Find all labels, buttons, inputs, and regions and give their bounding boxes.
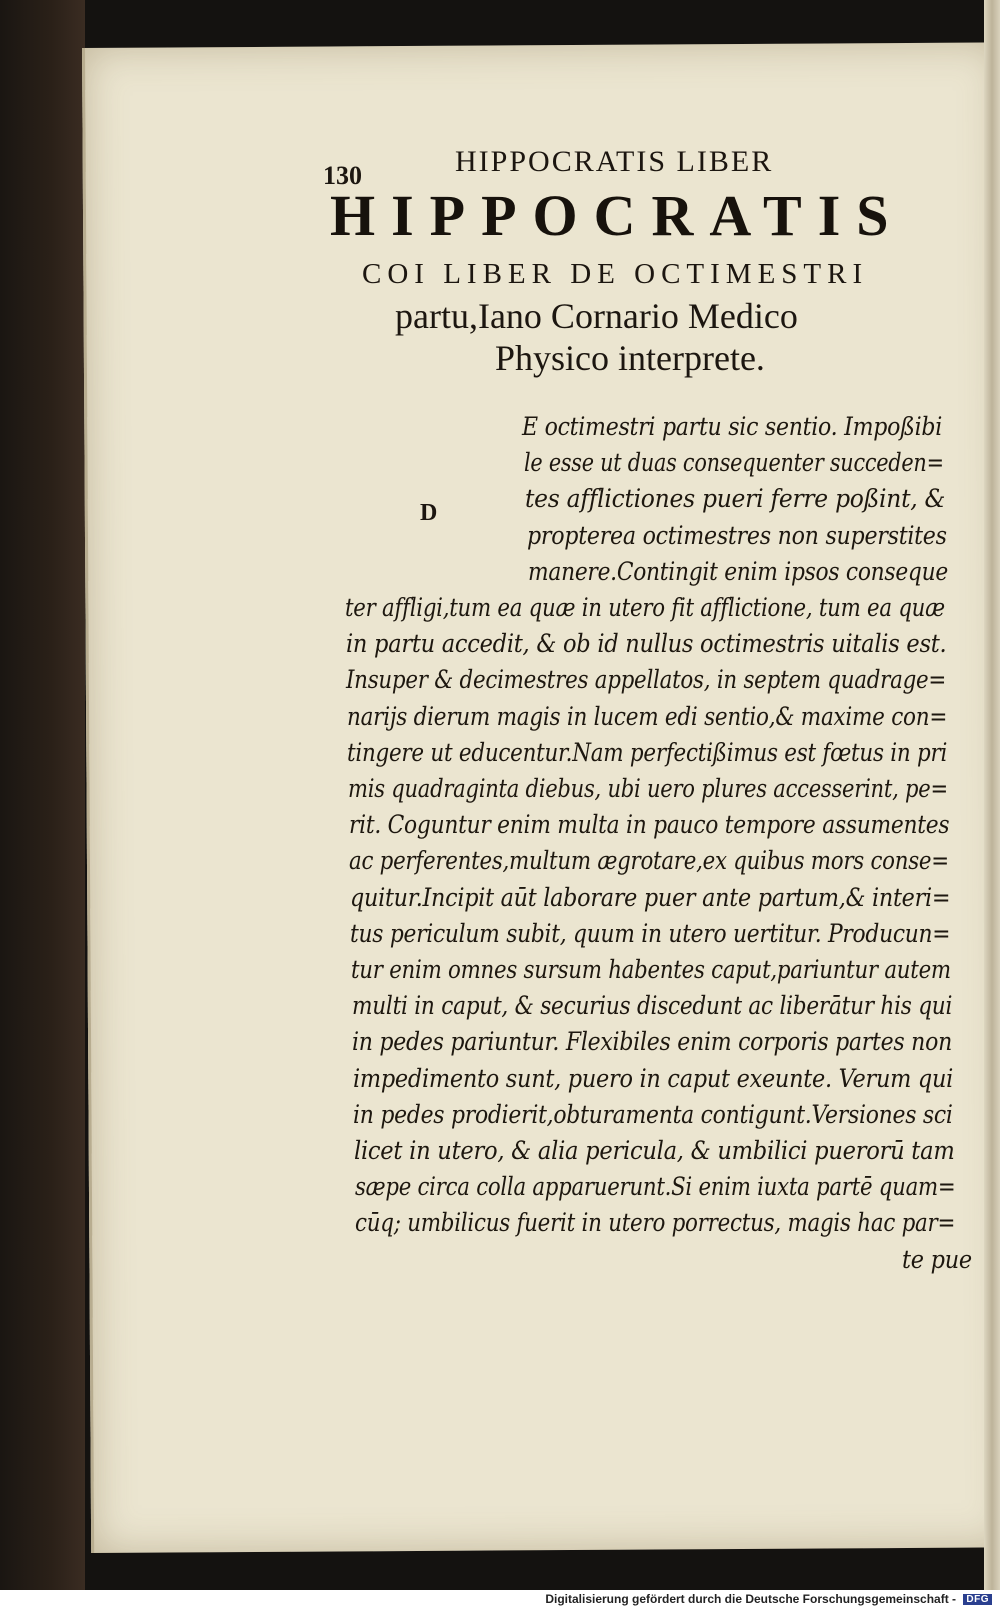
dfg-logo: DFG [963, 1594, 992, 1605]
body-line: sæpe circa colla apparuerunt.Si enim iuxta partē quam= [354, 1172, 956, 1202]
body-line: in partu accedit, & ob id nullus octimestris uitalis est. [345, 629, 947, 659]
title-line-4: Physico interprete. [495, 338, 765, 378]
body-line: propterea octimestres non superstites [526, 520, 947, 550]
body-line: ter affligi,tum ea quæ in utero fit afflictione, tum ea quæ [345, 593, 945, 622]
body-line: manere.Contingit enim ipsos conseque [528, 556, 948, 586]
body-line: in pedes pariuntur. Flexibiles enim corporis partes non [352, 1027, 953, 1057]
body-line: impedimento sunt, puero in caput exeunte. Verum qui [352, 1063, 953, 1093]
body-line: multi in caput, & securius discedunt ac liberātur his qui [351, 991, 952, 1021]
body-line: Insuper & decimestres appellatos, in septem quadrage= [346, 665, 947, 695]
drop-initial: D [420, 500, 438, 526]
book-cover-edge [0, 0, 85, 1590]
footer-credit [545, 1592, 992, 1606]
page-number: 130 [323, 161, 362, 190]
running-title: HIPPOCRATIS LIBER [455, 145, 774, 178]
body-line: narijs dierum magis in lucem edi sentio,& maxime con= [346, 701, 947, 731]
body-line: tes afflictiones pueri ferre poßint, & [525, 484, 946, 514]
body-line: tus periculum subit, quum in utero uertitur. Producun= [350, 918, 951, 948]
body-line: licet in utero, & alia pericula, & umbilici puerorū tam [354, 1136, 955, 1165]
body-line: in pedes prodierit,obturamenta contigunt.Versiones sci [353, 1099, 954, 1129]
body-line: cūq; umbilicus fuerit in utero porrectus, magis hac par= [355, 1208, 956, 1238]
body-line: te pue [902, 1244, 972, 1274]
body-line: rit. Coguntur enim multa in pauco tempore assumentes [348, 810, 949, 840]
footer-text: Digitalisierung gefördert durch die Deutsche Forschungsgemeinschaft - [545, 1592, 957, 1606]
body-line: mis quadraginta diebus, ubi uero plures accesserint, pe= [348, 774, 948, 803]
body-line: le esse ut duas consequenter succeden= [523, 448, 944, 478]
body-line: E octimestri partu sic sentio. Impoßibi [522, 412, 943, 441]
body-line: tingere ut educentur.Nam perfectißimus est fœtus in pri [347, 737, 948, 767]
title-subtitle: COI LIBER DE OCTIMESTRI [362, 258, 869, 290]
title-main: HIPPOCRATIS [330, 183, 905, 248]
body-line: ac perferentes,multum ægrotare,ex quibus mors conse= [349, 846, 950, 876]
page-edge-strip [984, 0, 1000, 1590]
body-line: tur enim omnes sursum habentes caput,pariuntur autem [351, 955, 951, 984]
title-line-3: partu,Iano Cornario Medico [395, 296, 798, 336]
body-line: quitur.Incipit aūt laborare puer ante partum,& interi= [349, 882, 951, 912]
